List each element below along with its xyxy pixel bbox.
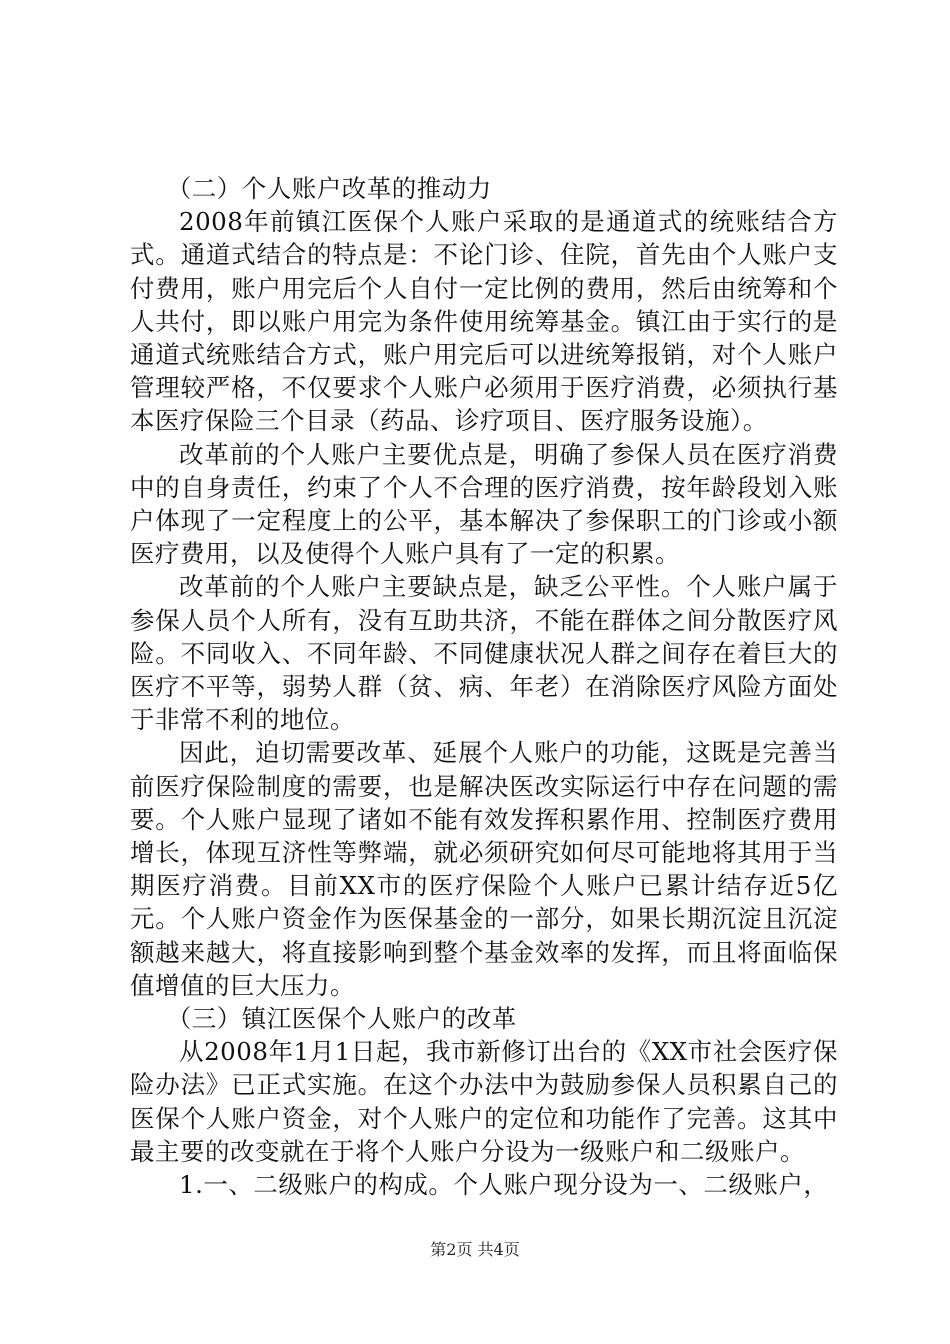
paragraph: 因此，迫切需要改革、延展个人账户的功能，这既是完善当前医疗保险制度的需要，也是解决医改实际运行中存在问题的需要。个人账户显现了诸如不能有效发挥积累作用、控制医疗费用增长，体现互济性等弊端，就必须研究如何尽可能地将其用于当期医疗消费。目前XX市的医疗保险个人账户已累计结存近5亿元。个人账户资金作为医保基金的一部分，如果长期沉淀且沉淀额越来越大，将直接影响到整个基金效率的发挥，而且将面临保值增值的巨大压力。 xyxy=(130,738,838,1000)
section-heading-2: （二）个人账户改革的推动力 xyxy=(166,174,492,203)
page-footer xyxy=(0,1240,950,1260)
paragraph: 改革前的个人账户主要缺点是，缺乏公平性。个人账户属于参保人员个人所有，没有互助共济，不能在群体之间分散医疗风险。不同收入、不同年龄、不同健康状况人群之间存在着巨大的医疗不平等，弱势人群（贫、病、年老）在消除医疗风险方面处于非常不利的地位。 xyxy=(130,572,838,735)
paragraph: 1.一、二级账户的构成。个人账户现分设为一、二级账户， xyxy=(179,1170,829,1200)
paragraph: 改革前的个人账户主要优点是，明确了参保人员在医疗消费中的自身责任，约束了个人不合理的医疗消费，按年龄段划入账户体现了一定程度上的公平，基本解决了参保职工的门诊或小额医疗费用，以及使得个人账户具有了一定的积累。 xyxy=(130,439,838,569)
section-heading-3: （三）镇江医保个人账户的改革 xyxy=(166,1004,517,1034)
paragraph: 从2008年1月1日起，我市新修订出台的《XX市社会医疗保险办法》已正式实施。在这个办法中为鼓励参保人员积累自己的医保个人账户资金，对个人账户的定位和功能作了完善。这其中最主要的改变就在于将个人账户分设为一级账户和二级账户。 xyxy=(130,1037,838,1166)
paragraph: 2008年前镇江医保个人账户采取的是通道式的统账结合方式。通道式结合的特点是：不论门诊、住院，首先由个人账户支付费用，账户用完后个人自付一定比例的费用，然后由统筹和个人共付，即以账户用完为条件使用统筹基金。镇江由于实行的是通道式统账结合方式，账户用完后可以进统筹报销，对个人账户管理较严格，不仅要求个人账户必须用于医疗消费，必须执行基本医疗保险三个目录（药品、诊疗项目、医疗服务设施）。 xyxy=(130,207,838,436)
document-body xyxy=(130,172,838,1201)
page-number: 第2页 共4页 xyxy=(430,1240,520,1259)
